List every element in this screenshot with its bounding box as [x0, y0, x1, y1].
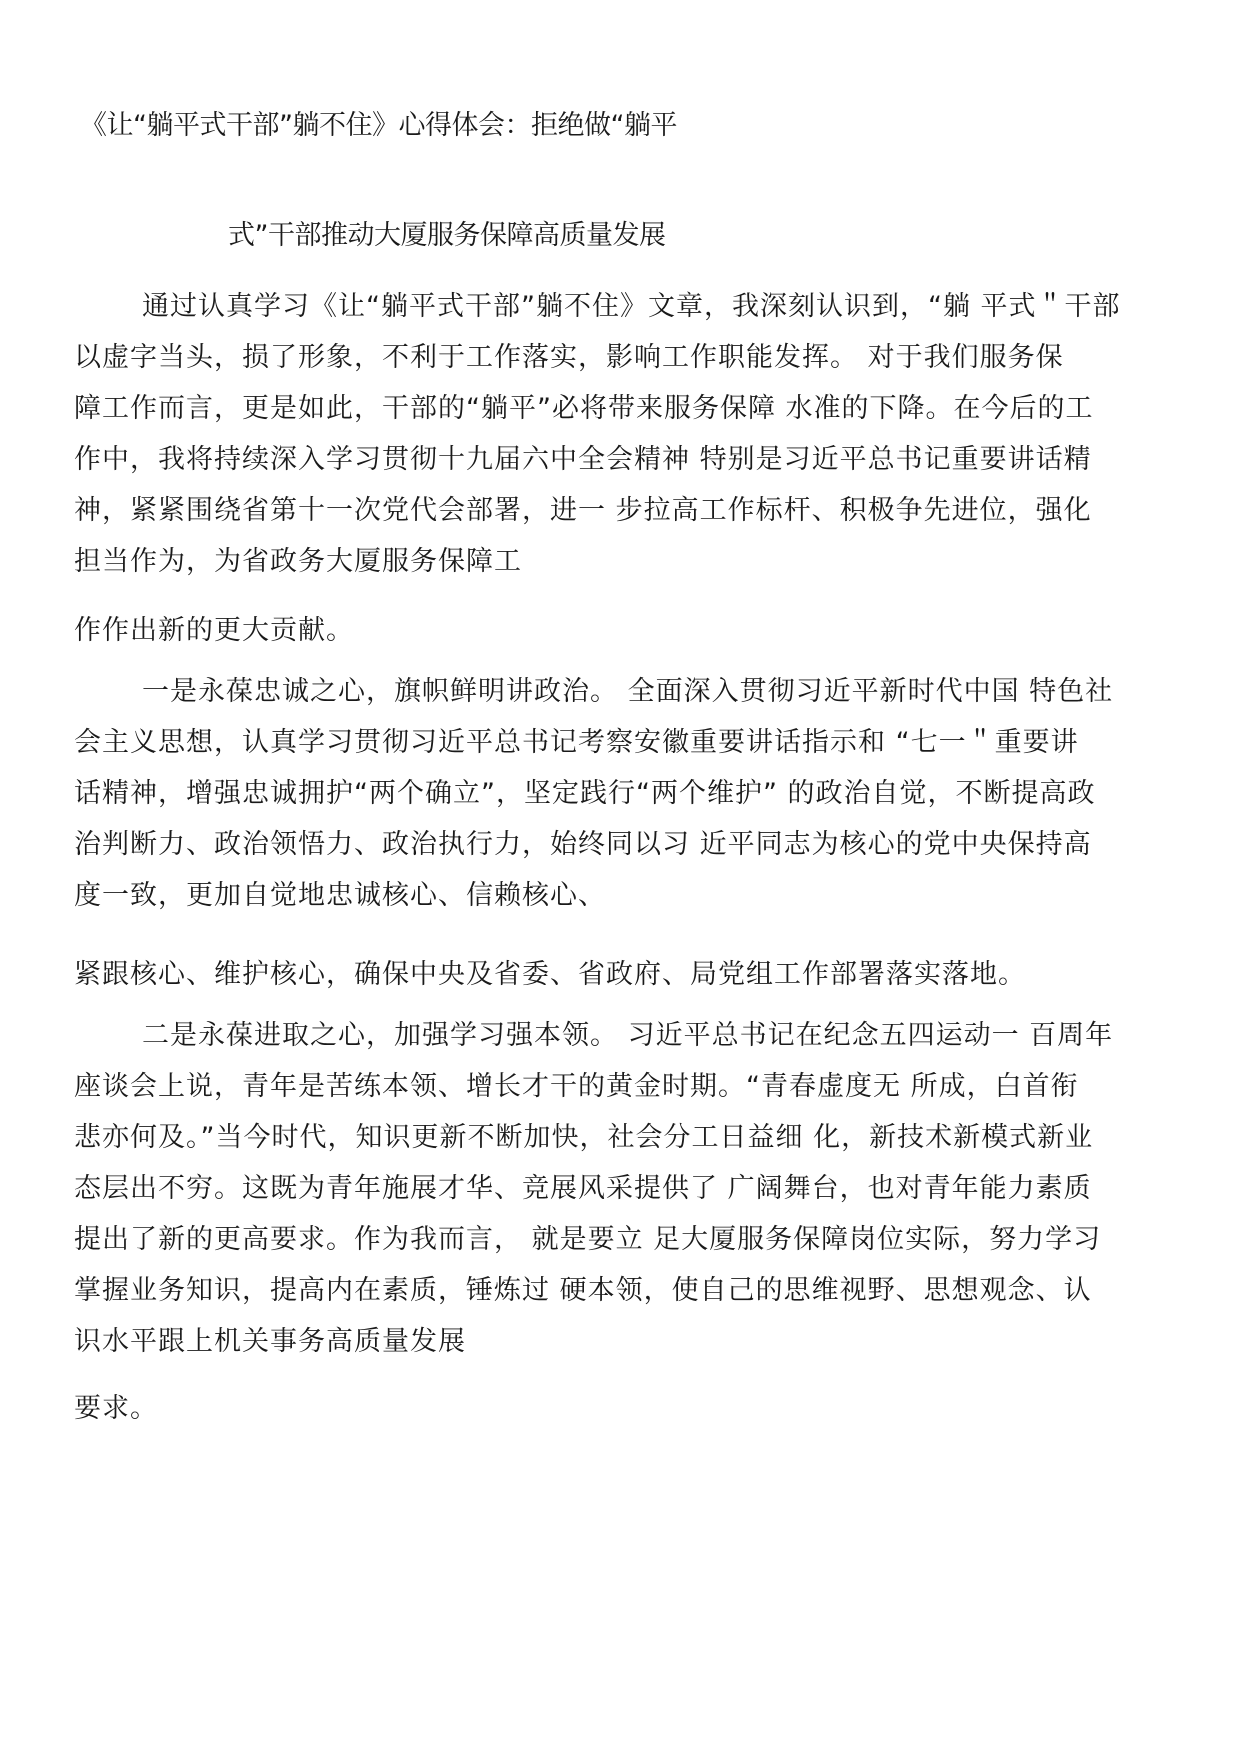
paragraph-2	[74, 666, 1184, 921]
paragraph-1-tail	[74, 605, 1184, 656]
document-title-line-2: 式”干部推动大厦服务保障高质量发展	[228, 220, 666, 251]
paragraph-line: 座谈会上说，青年是苦练本领、增长才干的黄金时期。“青春虚度无 所成，白首衔	[74, 1071, 1079, 1102]
paragraph-line: 要求。	[74, 1393, 158, 1424]
paragraph-line: 会主义思想，认真学习贯彻习近平总书记考察安徽重要讲话指示和 “七一＂重要讲	[74, 727, 1079, 758]
paragraph-line: 作中，我将持续深入学习贯彻十九届六中全会精神 特别是习近平总书记重要讲话精	[74, 444, 1092, 475]
paragraph-line: 二是永葆进取之心，加强学习强本领。 习近平总书记在纪念五四运动一 百周年	[142, 1020, 1114, 1051]
paragraph-line: 障工作而言，更是如此，干部的“躺平”必将带来服务保障 水准的下降。在今后的工	[74, 393, 1094, 424]
document-title-line-1: 《让“躺平式干部”躺不住》心得体会：拒绝做“躺平	[80, 110, 677, 141]
paragraph-line: 提出了新的更高要求。作为我而言， 就是要立 足大厦服务保障岗位实际，努力学习	[74, 1224, 1102, 1255]
paragraph-line: 话精神，增强忠诚拥护“两个确立”，坚定践行“两个维护” 的政治自觉，不断提高政	[74, 778, 1096, 809]
paragraph-line: 掌握业务知识，提高内在素质，锤炼过 硬本领，使自己的思维视野、思想观念、认	[74, 1275, 1092, 1306]
paragraph-line: 紧跟核心、维护核心，确保中央及省委、省政府、局党组工作部署落实落地。	[74, 959, 1026, 990]
paragraph-3	[74, 1010, 1184, 1367]
paragraph-line: 通过认真学习《让“躺平式干部”躺不住》文章，我深刻认识到，“躺 平式＂干部	[142, 291, 1121, 322]
paragraph-line: 作作出新的更大贡献。	[74, 615, 354, 646]
paragraph-3-tail	[74, 1383, 1184, 1434]
paragraph-line: 治判断力、政治领悟力、政治执行力，始终同以习 近平同志为核心的党中央保持高	[74, 829, 1092, 860]
paragraph-line: 担当作为，为省政务大厦服务保障工	[74, 546, 522, 577]
paragraph-line: 度一致，更加自觉地忠诚核心、信赖核心、	[74, 880, 606, 911]
paragraph-line: 识水平跟上机关事务高质量发展	[74, 1326, 466, 1357]
paragraph-line: 以虚字当头，损了形象，不利于工作落实，影响工作职能发挥。 对于我们服务保	[74, 342, 1064, 373]
paragraph-line: 态层出不穷。这既为青年施展才华、竞展风采提供了 广阔舞台，也对青年能力素质	[74, 1173, 1092, 1204]
paragraph-line: 神，紧紧围绕省第十一次党代会部署，进一 步拉高工作标杆、积极争先进位，强化	[74, 495, 1092, 526]
paragraph-2-tail	[74, 949, 1184, 1000]
paragraph-line: 悲亦何及。”当今时代，知识更新不断加快，社会分工日益细 化，新技术新模式新业	[74, 1122, 1094, 1153]
paragraph-line: 一是永葆忠诚之心，旗帜鲜明讲政治。 全面深入贯彻习近平新时代中国 特色社	[142, 676, 1114, 707]
paragraph-1	[74, 281, 1184, 587]
